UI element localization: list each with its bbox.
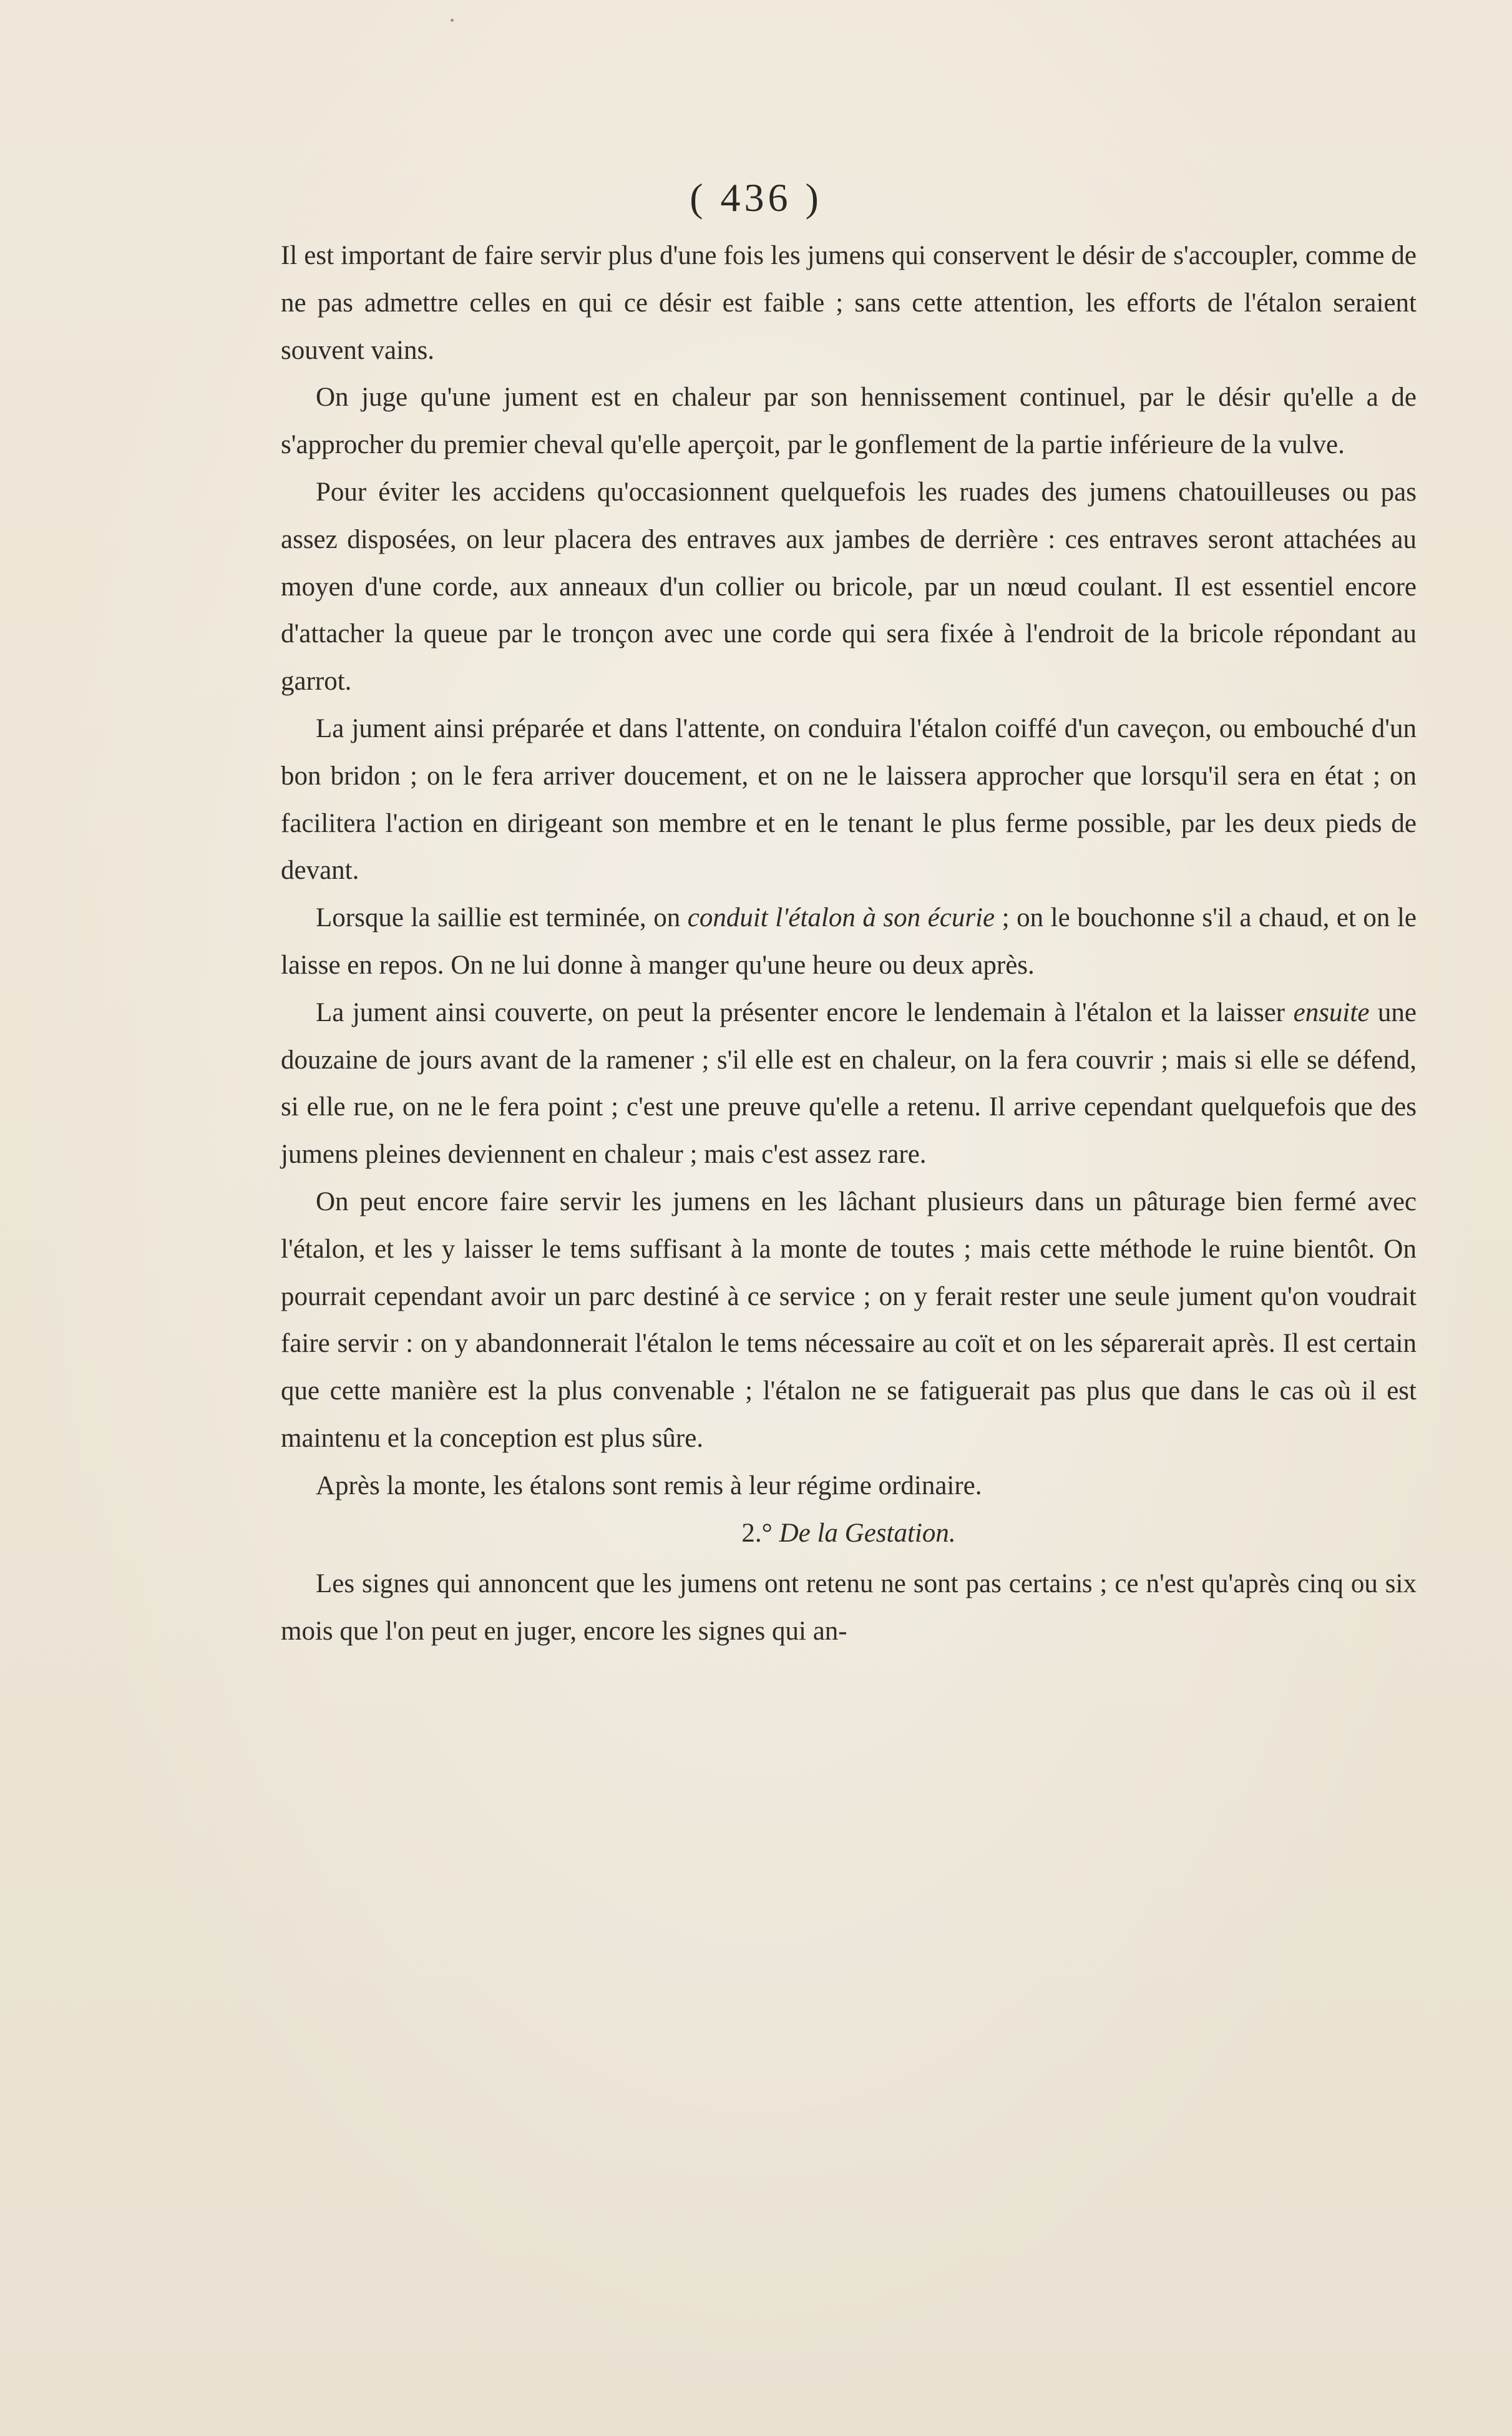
paragraph-6-text-c: une douzaine de jours avant de la ramener ; s'il elle est en chaleur, on la fera couvrir ; mais si elle se défend, si elle rue, on ne le fera point ; c'est une preuve qu'elle a retenu. Il arrive cependant quelquefois que des jumens pleines deviennent en chaleur ; mais c'est assez rare. (281, 997, 1417, 1170)
paragraph-6 (281, 989, 1417, 1178)
paragraph-5-italic: conduit l'étalon à son écurie (687, 903, 995, 933)
section-title: De la Gestation. (779, 1518, 956, 1548)
paragraph-8: Après la monte, les étalons sont remis à leur régime ordinaire. (316, 1470, 982, 1500)
page-number: ( 436 ) (690, 175, 822, 220)
paragraph-3: Pour éviter les accidens qu'occasionnent quelquefois les ruades des jumens chatouilleuses ou pas assez disposées, on leur placera des entraves aux jambes de derrière : ces entraves seront attachées au moyen d'une corde, aux anneaux d'un collier ou bricole, par un nœud coulant. Il est essentiel encore d'attacher la queue par le tronçon avec une corde qui sera fixée à l'endroit de la bricole répondant au garrot. (281, 477, 1417, 697)
section-heading (281, 1510, 1417, 1561)
body-text (281, 232, 1417, 1655)
paragraph-5 (281, 894, 1417, 989)
paragraph-2: On juge qu'une jument est en chaleur par son hennissement continuel, par le désir qu'elle a de s'approcher du premier cheval qu'elle aperçoit, par le gonflement de la partie inférieure de la vulve. (281, 383, 1417, 460)
paragraph-6-text-a: La jument ainsi couverte, on peut la présenter encore le lendemain à l'étalon et la laisser (316, 997, 1294, 1027)
paragraph-1: Il est important de faire servir plus d'une fois les jumens qui conservent le désir de s'accoupler, comme de ne pas admettre celles en qui ce désir est faible ; sans cette attention, les efforts de l'étalon seraient souvent vains. (281, 241, 1417, 365)
section-number: 2.° (741, 1518, 773, 1548)
paragraph-5-text-c: ; on le bouchonne s'il a chaud, et on le laisse en repos. On ne lui donne à manger qu'une heure ou deux après. (281, 903, 1417, 980)
paragraph-5-text-a: Lorsque la saillie est terminée, on (316, 903, 688, 933)
paragraph-7: On peut encore faire servir les jumens en les lâchant plusieurs dans un pâturage bien fermé avec l'étalon, et les y laisser le tems suffisant à la monte de toutes ; mais cette méthode le ruine bientôt. On pourrait cependant avoir un parc destiné à ce service ; on y ferait rester une seule jument qu'on voudrait faire servir : on y abandonnerait l'étalon le tems nécessaire au coït et on les séparerait après. Il est certain que cette manière est la plus convenable ; l'étalon ne se fatiguerait pas plus que dans le cas où il est maintenu et la conception est plus sûre. (281, 1186, 1417, 1453)
paragraph-4: La jument ainsi préparée et dans l'attente, on conduira l'étalon coiffé d'un caveçon, ou embouché d'un bon bridon ; on le fera arriver doucement, et on ne le laissera approcher que lorsqu'il sera en état ; on facilitera l'action en dirigeant son membre et en le tenant le plus ferme possible, par les deux pieds de devant. (281, 713, 1417, 886)
paragraph-6-italic: ensuite (1293, 997, 1370, 1027)
paragraph-9: Les signes qui annoncent que les jumens ont retenu ne sont pas certains ; ce n'est qu'après cinq ou six mois que l'on peut en juger, encore les signes qui an- (281, 1569, 1417, 1646)
paper-speck (451, 19, 454, 22)
